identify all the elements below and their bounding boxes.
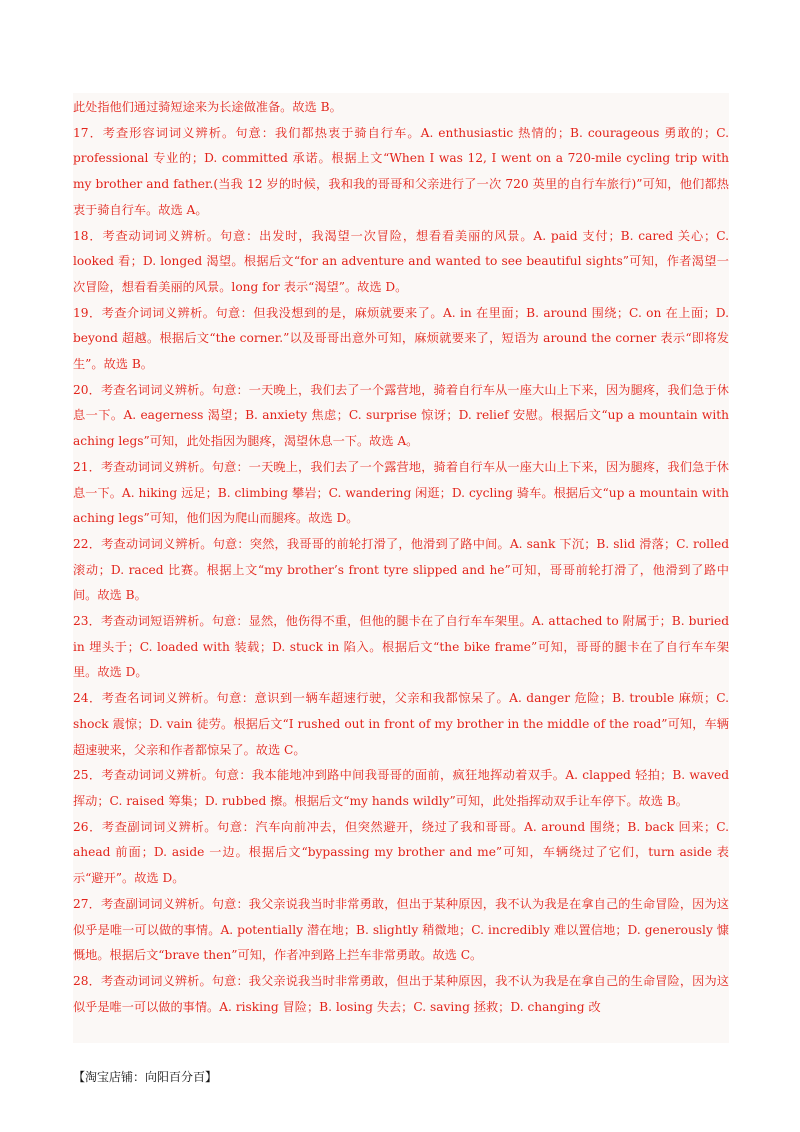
answer-explanations xyxy=(73,95,729,1020)
paragraph-q28: 28．考查动词词义辨析。句意：我父亲说我当时非常勇敢，但出于某种原因，我不认为我是在拿自己的生命冒险，因为这似乎是唯一可以做的事情。A. risking 冒险；B. losing 失去；C. saving 拯救；D. changing 改 xyxy=(73,973,729,1014)
paragraph-q20: 20．考查名词词义辨析。句意：一天晚上，我们去了一个露营地，骑着自行车从一座大山上下来，因为腿疼，我们急于休息一下。A. eagerness 渴望；B. anxiety 焦虑；C. surprise 惊讶；D. relief 安慰。根据后文“up a mountain with aching legs”可知，此处指因为腿疼，渴望休息一下。故选 A。 xyxy=(73,382,729,449)
paragraph-q23: 23．考查动词短语辨析。句意：显然，他伤得不重，但他的腿卡在了自行车车架里。A. attached to 附属于；B. buried in 埋头于；C. loaded with 装载；D. stuck in 陷入。根据后文“the bike frame”可知，哥哥的腿卡在了自行车车架里。故选 D。 xyxy=(73,614,729,680)
paragraph-q26: 26．考查副词词义辨析。句意：汽车向前冲去，但突然避开，绕过了我和哥哥。A. around 围绕；B. back 回来；C. ahead 前面；D. aside 一边。根据后文“bypassing my brother and me”可知，车辆绕过了它们，turn aside 表示“避开”。故选 D。 xyxy=(73,819,729,886)
paragraph-q22: 22．考查动词词义辨析。句意：突然，我哥哥的前轮打滑了，他滑到了路中间。A. sank 下沉；B. slid 滑落；C. rolled 滚动；D. raced 比赛。根据上文“my brother’s front tyre slipped and he”可知，哥哥前轮打滑了，他滑到了路中间。故选 B。 xyxy=(73,536,729,603)
paragraph-q21: 21．考查动词词义辨析。句意：一天晚上，我们去了一个露营地，骑着自行车从一座大山上下来，因为腿疼，我们急于休息一下。A. hiking 远足；B. climbing 攀岩；C. wandering 闲逛；D. cycling 骑车。根据后文“up a mountain with aching legs”可知，他们因为爬山而腿疼。故选 D。 xyxy=(73,459,729,526)
paragraph-q25: 25．考查动词词义辨析。句意：我本能地冲到路中间我哥哥的面前，疯狂地挥动着双手。A. clapped 轻拍；B. waved 挥动；C. raised 筹集；D. rubbed 擦。根据后文“my hands wildly”可知，此处指挥动双手让车停下。故选 B。 xyxy=(73,768,729,808)
paragraph-continuation: 此处指他们通过骑短途来为长途做准备。故选 B。 xyxy=(73,100,342,114)
paragraph-q18: 18．考查动词词义辨析。句意：出发时，我渴望一次冒险，想看看美丽的风景。A. paid 支付；B. cared 关心；C. looked 看；D. longed 渴望。根据后文“for an adventure and wanted to see beautiful sights”可知，作者渴望一次冒险，想看看美丽的风景。long for 表示“渴望”。故选 D。 xyxy=(73,228,729,294)
paragraph-q27: 27．考查副词词义辨析。句意：我父亲说我当时非常勇敢，但出于某种原因，我不认为我是在拿自己的生命冒险，因为这似乎是唯一可以做的事情。A. potentially 潜在地；B. slightly 稍微地；C. incredibly 难以置信地；D. generously 慷慨地。根据后文“brave then”可知，作者冲到路上拦车非常勇敢。故选 C。 xyxy=(73,896,729,963)
footer-shop-label: 【淘宝店铺：向阳百分百】 xyxy=(73,1070,218,1084)
paragraph-q19: 19．考查介词词义辨析。句意：但我没想到的是，麻烦就要来了。A. in 在里面；B. around 围绕；C. on 在上面；D. beyond 超越。根据后文“the corner.”以及哥哥出意外可知，麻烦就要来了，短语为 around the corner 表示“即将发生”。故选 B。 xyxy=(73,305,729,372)
paragraph-q24: 24．考查名词词义辨析。句意：意识到一辆车超速行驶，父亲和我都惊呆了。A. danger 危险；B. trouble 麻烦；C. shock 震惊；D. vain 徒劳。根据后文“I rushed out in front of my brother in the middle of the road”可知，车辆超速驶来，父亲和作者都惊呆了。故选 C。 xyxy=(73,691,729,757)
paragraph-q17: 17．考查形容词词义辨析。句意：我们都热衷于骑自行车。A. enthusiastic 热情的；B. courageous 勇敢的；C. professional 专业的；D. committed 承诺。根据上文“When I was 12, I went on a 720-mile cycling trip with my brother and father.(当我 12 岁的时候，我和我的哥哥和父亲进行了一次 720 英里的自行车旅行)”可知，他们都热衷于骑自行车。故选 A。 xyxy=(73,125,729,217)
